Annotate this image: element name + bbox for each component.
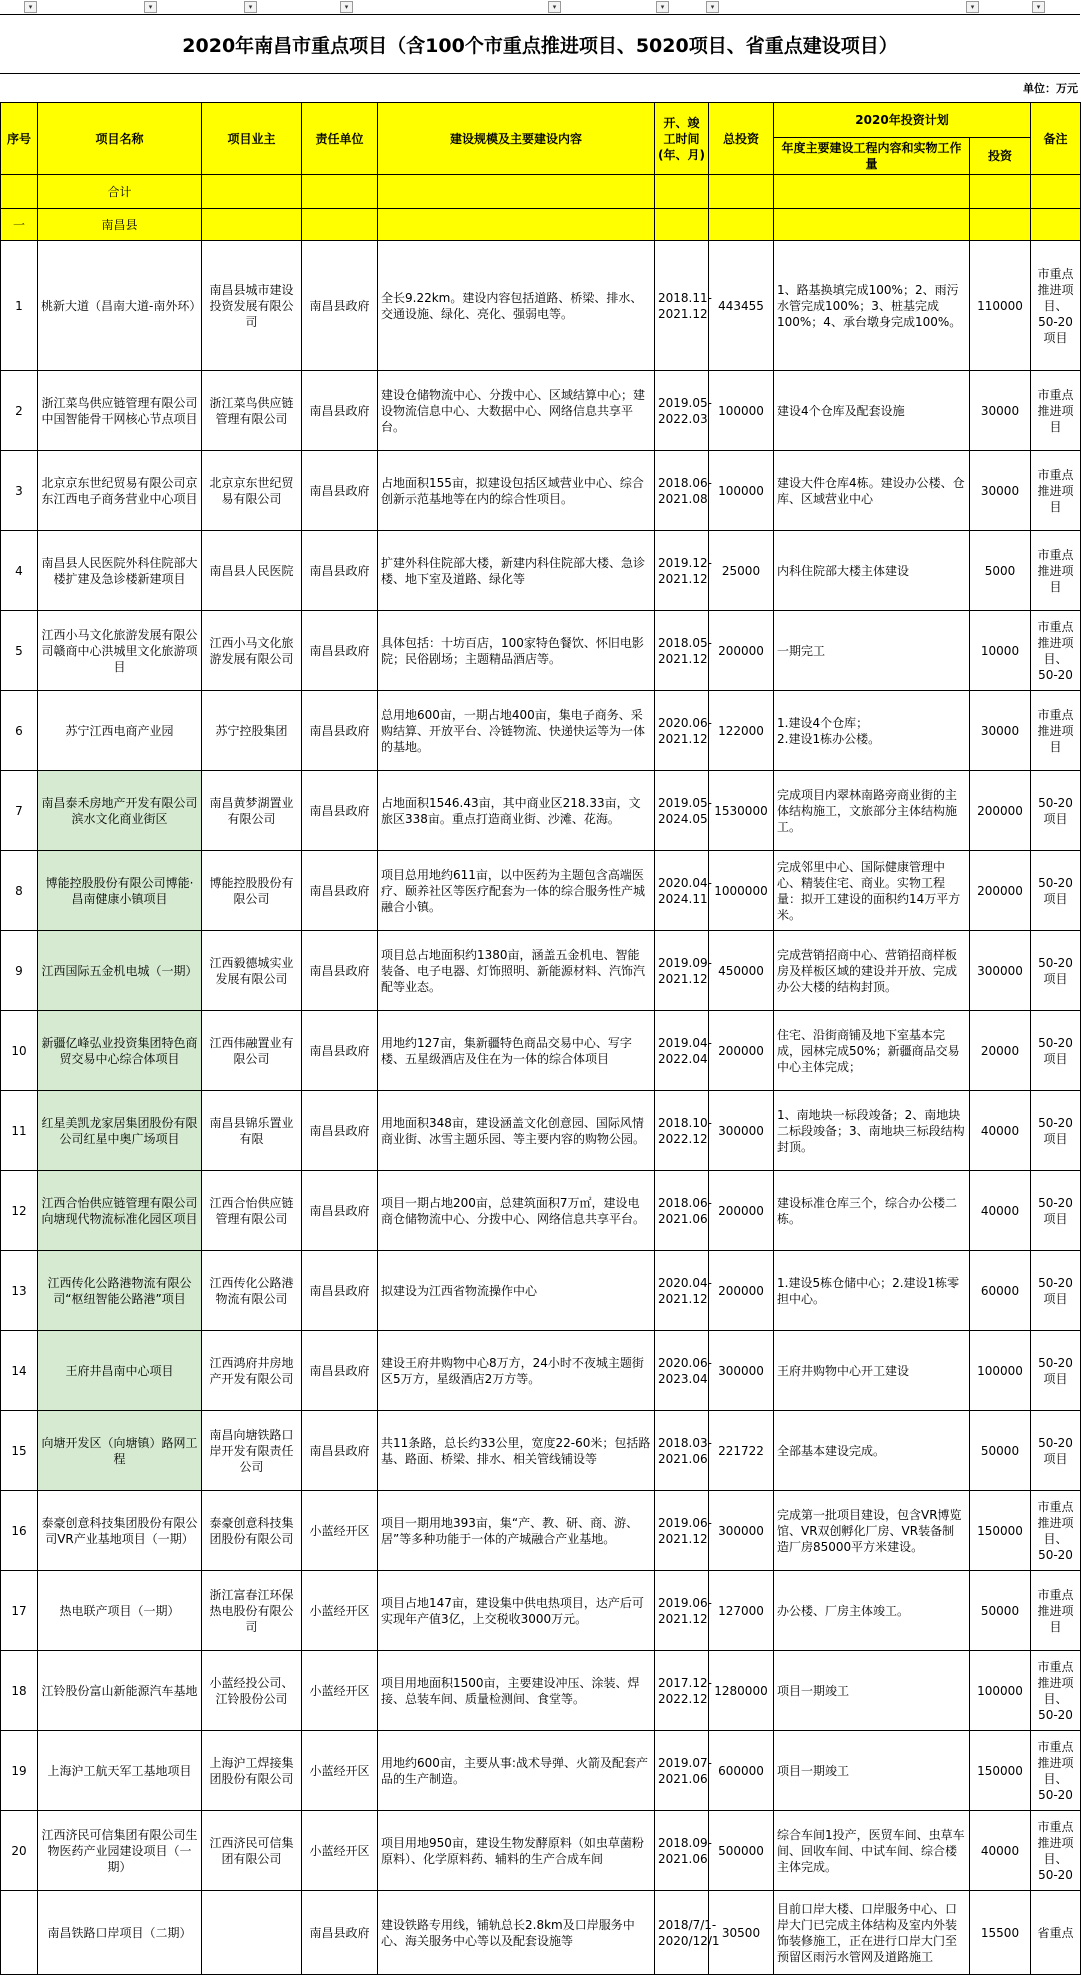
cell-time: 2019.06-2021.12 (655, 1571, 709, 1651)
cell-owner: 上海沪工焊接集团股份有限公司 (202, 1731, 302, 1811)
cell-scope: 具体包括：十坊百店，100家特色餐饮、怀旧电影院；民俗剧场；主题精品酒店等。 (378, 611, 655, 691)
cell-total: 1280000 (709, 1651, 774, 1731)
cell-scope: 用地面积348亩，建设涵盖文化创意园、国际风情商业街、冰雪主题乐园、等主要内容的购物公园。 (378, 1091, 655, 1171)
cell-name: 北京京东世纪贸易有限公司京东江西电子商务营业中心项目 (38, 451, 202, 531)
cell-time: 2019.05-2024.05 (655, 771, 709, 851)
cell-remark: 50-20项目 (1031, 1171, 1081, 1251)
cell-time: 2019.04-2022.04 (655, 1011, 709, 1091)
cell-owner: 泰豪创意科技集团股份有限公司 (202, 1491, 302, 1571)
cell-no: 15 (1, 1411, 38, 1491)
cell-invest: 110000 (970, 241, 1031, 371)
cell-owner: 南昌县城市建设投资发展有限公司 (202, 241, 302, 371)
cell-total: 300000 (709, 1091, 774, 1171)
cell-resp: 南昌县政府 (302, 771, 378, 851)
cell-scope: 项目用地面积1500亩，主要建设冲压、涂装、焊接、总装车间、质量检测间、食堂等。 (378, 1651, 655, 1731)
cell-content: 完成营销招商中心、营销招商样板房及样板区域的建设并开放、完成办公大楼的结构封顶。 (774, 931, 970, 1011)
cell-time: 2020.04-2024.11 (655, 851, 709, 931)
cell-remark: 市重点推进项目 (1031, 371, 1081, 451)
cell-time: 2019.05-2022.03 (655, 371, 709, 451)
cell-name: 红星美凯龙家居集团股份有限公司红星中奥广场项目 (38, 1091, 202, 1171)
cell-scope: 建设王府井购物中心8万方，24小时不夜城主题街区5万方，星级酒店2万方等。 (378, 1331, 655, 1411)
cell-time: 2018/7/1-2020/12/1 (655, 1891, 709, 1975)
cell-remark: 市重点推进项目、50-20项目 (1031, 241, 1081, 371)
table-row (1, 1251, 1081, 1331)
table-row (1, 931, 1081, 1011)
cell-owner: 江西伟融置业有限公司 (202, 1011, 302, 1091)
cell-content: 办公楼、厂房主体竣工。 (774, 1571, 970, 1651)
cell-time: 2019.07-2021.06 (655, 1731, 709, 1811)
cell-owner: 江西合怡供应链管理有限公司 (202, 1171, 302, 1251)
cell-scope: 扩建外科住院部大楼，新建内科住院部大楼、急诊楼、地下室及道路、绿化等 (378, 531, 655, 611)
cell-resp: 小蓝经开区 (302, 1651, 378, 1731)
cell-time: 2018.05-2021.12 (655, 611, 709, 691)
cell-remark: 市重点推进项目、50-20 (1031, 1651, 1081, 1731)
cell-total: 1530000 (709, 771, 774, 851)
cell-no: 3 (1, 451, 38, 531)
cell-resp: 南昌县政府 (302, 241, 378, 371)
cell-remark: 省重点 (1031, 1891, 1081, 1975)
cell-time: 2020.06-2021.12 (655, 691, 709, 771)
cell-scope: 用地约127亩，集新疆特色商品交易中心、写字楼、五星级酒店及住在为一体的综合体项目 (378, 1011, 655, 1091)
cell-owner: 江西鸿府井房地产开发有限公司 (202, 1331, 302, 1411)
cell-content: 全部基本建设完成。 (774, 1411, 970, 1491)
cell-no: 16 (1, 1491, 38, 1571)
cell-invest: 50000 (970, 1571, 1031, 1651)
cell-no: 9 (1, 931, 38, 1011)
header-total: 总投资 (709, 103, 774, 175)
cell-content: 项目一期竣工 (774, 1731, 970, 1811)
cell-remark: 市重点推进项目、50-20 (1031, 1491, 1081, 1571)
cell-resp: 南昌县政府 (302, 851, 378, 931)
cell-no (1, 1891, 38, 1975)
table-row (1, 851, 1081, 931)
total-label: 合计 (38, 175, 202, 209)
cell-total: 1000000 (709, 851, 774, 931)
cell-no: 5 (1, 611, 38, 691)
table-row (1, 1811, 1081, 1891)
cell-name: 南昌铁路口岸项目（二期） (38, 1891, 202, 1975)
cell-owner: 江西小马文化旅游发展有限公司 (202, 611, 302, 691)
table-row (1, 241, 1081, 371)
cell-total: 122000 (709, 691, 774, 771)
cell-invest: 40000 (970, 1811, 1031, 1891)
cell-no: 19 (1, 1731, 38, 1811)
cell-scope: 建设铁路专用线，铺轨总长2.8km及口岸服务中心、海关服务中心等以及配套设施等 (378, 1891, 655, 1975)
cell-owner: 南昌县锦乐置业有限 (202, 1091, 302, 1171)
cell-owner: 浙江富春江环保热电股份有限公司 (202, 1571, 302, 1651)
table-row (1, 1491, 1081, 1571)
cell-no: 1 (1, 241, 38, 371)
cell-name: 南昌泰禾房地产开发有限公司滨水文化商业街区 (38, 771, 202, 851)
cell-total: 100000 (709, 451, 774, 531)
cell-invest: 60000 (970, 1251, 1031, 1331)
cell-content: 建设4个仓库及配套设施 (774, 371, 970, 451)
cell-invest: 30000 (970, 451, 1031, 531)
table-row (1, 1571, 1081, 1651)
projects-table (0, 102, 1081, 1975)
cell-resp: 南昌县政府 (302, 611, 378, 691)
cell-content: 1.建设4个仓库； 2.建设1栋办公楼。 (774, 691, 970, 771)
header-owner: 项目业主 (202, 103, 302, 175)
cell-time: 2019.12-2021.12 (655, 531, 709, 611)
table-row (1, 1731, 1081, 1811)
table-row (1, 1011, 1081, 1091)
cell-remark: 50-20项目 (1031, 1251, 1081, 1331)
cell-content: 住宅、沿街商铺及地下室基本完成，园林完成50%；新疆商品交易中心主体完成； (774, 1011, 970, 1091)
cell-invest: 100000 (970, 1331, 1031, 1411)
cell-time: 2018.09-2021.06 (655, 1811, 709, 1891)
cell-name: 江铃股份富山新能源汽车基地 (38, 1651, 202, 1731)
cell-resp: 南昌县政府 (302, 531, 378, 611)
cell-total: 127000 (709, 1571, 774, 1651)
cell-remark: 市重点推进项目、50-20 (1031, 611, 1081, 691)
cell-name: 桃新大道（昌南大道-南外环） (38, 241, 202, 371)
cell-no: 18 (1, 1651, 38, 1731)
cell-no: 13 (1, 1251, 38, 1331)
table-row (1, 1091, 1081, 1171)
cell-name: 苏宁江西电商产业园 (38, 691, 202, 771)
cell-remark: 50-20项目 (1031, 1011, 1081, 1091)
cell-no: 8 (1, 851, 38, 931)
cell-content: 完成第一批项目建设，包含VR博览馆、VR双创孵化厂房、VR装备制造厂房85000平方米建设。 (774, 1491, 970, 1571)
cell-scope: 占地面积1546.43亩，其中商业区218.33亩，文旅区338亩。重点打造商业街、沙滩、花海。 (378, 771, 655, 851)
cell-scope: 项目用地950亩，建设生物发酵原料（如虫草菌粉原料）、化学原料药、辅料的生产合成车间 (378, 1811, 655, 1891)
cell-remark: 50-20项目 (1031, 851, 1081, 931)
cell-resp: 南昌县政府 (302, 1091, 378, 1171)
cell-name: 江西济民可信集团有限公司生物医药产业园建设项目（一期） (38, 1811, 202, 1891)
cell-resp: 南昌县政府 (302, 1251, 378, 1331)
cell-owner: 南昌县人民医院 (202, 531, 302, 611)
filter-dropdown-icon[interactable]: ▾ (340, 1, 353, 13)
filter-dropdown-icon[interactable]: ▾ (706, 1, 719, 13)
header-name: 项目名称 (38, 103, 202, 175)
cell-owner: 苏宁控股集团 (202, 691, 302, 771)
cell-invest: 300000 (970, 931, 1031, 1011)
cell-time: 2020.04-2021.12 (655, 1251, 709, 1331)
header-remark: 备注 (1031, 103, 1081, 175)
cell-resp: 南昌县政府 (302, 1171, 378, 1251)
filter-dropdown-icon[interactable]: ▾ (656, 1, 669, 13)
cell-resp: 小蓝经开区 (302, 1731, 378, 1811)
header-plan-content: 年度主要建设工程内容和实物工作量 (774, 138, 970, 175)
cell-name: 新疆亿峰弘业投资集团特色商贸交易中心综合体项目 (38, 1011, 202, 1091)
cell-owner: 江西毅德城实业发展有限公司 (202, 931, 302, 1011)
cell-resp: 南昌县政府 (302, 371, 378, 451)
cell-content: 一期完工 (774, 611, 970, 691)
cell-scope: 项目总占地面积约1380亩，涵盖五金机电、智能装备、电子电器、灯饰照明、新能源材料、汽饰汽配等业态。 (378, 931, 655, 1011)
cell-content: 项目一期竣工 (774, 1651, 970, 1731)
cell-scope: 共11条路，总长约33公里，宽度22-60米；包括路基、路面、桥梁、排水、相关管线铺设等 (378, 1411, 655, 1491)
cell-time: 2020.06-2023.04 (655, 1331, 709, 1411)
filter-dropdown-icon[interactable]: ▾ (548, 1, 561, 13)
table-row (1, 1171, 1081, 1251)
cell-remark: 50-20项目 (1031, 1331, 1081, 1411)
cell-name: 王府井昌南中心项目 (38, 1331, 202, 1411)
cell-no: 2 (1, 371, 38, 451)
cell-resp: 南昌县政府 (302, 1891, 378, 1975)
cell-total: 200000 (709, 1011, 774, 1091)
header-resp: 责任单位 (302, 103, 378, 175)
page-title: 2020年南昌市重点项目（含100个市重点推进项目、5020项目、省重点建设项目） (0, 14, 1080, 74)
cell-time: 2018.06-2021.08 (655, 451, 709, 531)
cell-total: 200000 (709, 1251, 774, 1331)
cell-total: 300000 (709, 1331, 774, 1411)
section-no: 一 (1, 209, 38, 241)
header-no: 序号 (1, 103, 38, 175)
cell-scope: 项目一期占地200亩，总建筑面积7万㎡，建设电商仓储物流中心、分拨中心、网络信息共享平台。 (378, 1171, 655, 1251)
table-row (1, 1891, 1081, 1975)
cell-no: 6 (1, 691, 38, 771)
cell-time: 2018.11-2021.12 (655, 241, 709, 371)
filter-dropdown-icon[interactable]: ▾ (1032, 1, 1045, 13)
table-row (1, 371, 1081, 451)
cell-total: 450000 (709, 931, 774, 1011)
cell-no: 10 (1, 1011, 38, 1091)
cell-scope: 建设仓储物流中心、分拨中心、区域结算中心；建设物流信息中心、大数据中心、网络信息共享平台。 (378, 371, 655, 451)
cell-remark: 50-20项目 (1031, 1091, 1081, 1171)
cell-content: 目前口岸大楼、口岸服务中心、口岸大门已完成主体结构及室内外装饰装修施工，正在进行口岸大门至预留区雨污水管网及道路施工 (774, 1891, 970, 1975)
cell-resp: 南昌县政府 (302, 691, 378, 771)
cell-resp: 小蓝经开区 (302, 1811, 378, 1891)
cell-content: 建设标准仓库三个，综合办公楼二栋。 (774, 1171, 970, 1251)
cell-total: 300000 (709, 1491, 774, 1571)
cell-name: 江西小马文化旅游发展有限公司赣商中心洪城里文化旅游项目 (38, 611, 202, 691)
header-plan-invest: 投资 (970, 138, 1031, 175)
cell-time: 2019.09-2021.12 (655, 931, 709, 1011)
cell-scope: 项目一期用地393亩，集“产、教、研、商、游、居”等多种功能于一体的产城融合产业基地。 (378, 1491, 655, 1571)
cell-owner: 小蓝经投公司、江铃股份公司 (202, 1651, 302, 1731)
cell-invest: 150000 (970, 1731, 1031, 1811)
filter-dropdown-icon[interactable]: ▾ (966, 1, 979, 13)
cell-resp: 南昌县政府 (302, 931, 378, 1011)
cell-total: 200000 (709, 611, 774, 691)
cell-time: 2017.12-2022.12 (655, 1651, 709, 1731)
cell-remark: 市重点推进项目 (1031, 451, 1081, 531)
cell-total: 25000 (709, 531, 774, 611)
cell-name: 泰豪创意科技集团股份有限公司VR产业基地项目（一期） (38, 1491, 202, 1571)
header-plan: 2020年投资计划 (774, 103, 1031, 138)
cell-no: 11 (1, 1091, 38, 1171)
cell-remark: 市重点推进项目 (1031, 691, 1081, 771)
cell-owner: 南昌向塘铁路口岸开发有限责任公司 (202, 1411, 302, 1491)
cell-no: 20 (1, 1811, 38, 1891)
cell-time: 2019.06-2021.12 (655, 1491, 709, 1571)
cell-no: 7 (1, 771, 38, 851)
cell-name: 博能控股股份有限公司博能·昌南健康小镇项目 (38, 851, 202, 931)
header-scope: 建设规模及主要建设内容 (378, 103, 655, 175)
cell-resp: 南昌县政府 (302, 1411, 378, 1491)
cell-remark: 50-20项目 (1031, 931, 1081, 1011)
filter-dropdown-icon[interactable]: ▾ (244, 1, 257, 13)
cell-owner: 南昌黄梦湖置业有限公司 (202, 771, 302, 851)
cell-resp: 南昌县政府 (302, 451, 378, 531)
cell-total: 443455 (709, 241, 774, 371)
cell-remark: 市重点推进项目、50-20 (1031, 1731, 1081, 1811)
cell-resp: 南昌县政府 (302, 1331, 378, 1411)
cell-owner: 江西传化公路港物流有限公司 (202, 1251, 302, 1331)
cell-remark: 50-20项目 (1031, 1411, 1081, 1491)
cell-name: 江西传化公路港物流有限公司“枢纽智能公路港”项目 (38, 1251, 202, 1331)
table-row (1, 771, 1081, 851)
filter-bar (0, 0, 1080, 14)
cell-total: 221722 (709, 1411, 774, 1491)
cell-invest: 30000 (970, 371, 1031, 451)
cell-content: 建设大件仓库4栋。建设办公楼、仓库、区域营业中心 (774, 451, 970, 531)
cell-invest: 200000 (970, 771, 1031, 851)
table-row (1, 1651, 1081, 1731)
cell-resp: 南昌县政府 (302, 1011, 378, 1091)
cell-remark: 市重点推进项目 (1031, 1571, 1081, 1651)
cell-remark: 市重点推进项目 (1031, 531, 1081, 611)
cell-name: 热电联产项目（一期） (38, 1571, 202, 1651)
cell-content: 1、南地块一标段竣备；2、南地块二标段竣备；3、南地块三标段结构封顶。 (774, 1091, 970, 1171)
filter-dropdown-icon[interactable]: ▾ (144, 1, 157, 13)
cell-owner (202, 1891, 302, 1975)
cell-invest: 15500 (970, 1891, 1031, 1975)
cell-no: 17 (1, 1571, 38, 1651)
cell-content: 1、路基换填完成100%；2、雨污水管完成100%；3、桩基完成100%；4、承台墩身完成100%。 (774, 241, 970, 371)
table-row (1, 691, 1081, 771)
cell-owner: 北京京东世纪贸易有限公司 (202, 451, 302, 531)
cell-name: 江西合怡供应链管理有限公司向塘现代物流标准化园区项目 (38, 1171, 202, 1251)
cell-owner: 浙江菜鸟供应链管理有限公司 (202, 371, 302, 451)
cell-name: 上海沪工航天军工基地项目 (38, 1731, 202, 1811)
cell-invest: 30000 (970, 691, 1031, 771)
table-row (1, 531, 1081, 611)
cell-scope: 项目总用地约611亩，以中医药为主题包含高端医疗、颐养社区等医疗配套为一体的综合服务性产城融合小镇。 (378, 851, 655, 931)
cell-remark: 50-20项目 (1031, 771, 1081, 851)
cell-content: 内科住院部大楼主体建设 (774, 531, 970, 611)
cell-scope: 用地约600亩，主要从事:战术导弹、火箭及配套产品的生产制造。 (378, 1731, 655, 1811)
cell-name: 浙江菜鸟供应链管理有限公司中国智能骨干网核心节点项目 (38, 371, 202, 451)
cell-invest: 150000 (970, 1491, 1031, 1571)
cell-total: 30500 (709, 1891, 774, 1975)
total-row (1, 175, 1081, 209)
cell-name: 向塘开发区（向塘镇）路网工程 (38, 1411, 202, 1491)
cell-resp: 小蓝经开区 (302, 1491, 378, 1571)
table-row (1, 451, 1081, 531)
cell-scope: 拟建设为江西省物流操作中心 (378, 1251, 655, 1331)
cell-invest: 5000 (970, 531, 1031, 611)
header-time: 开、竣工时间(年、月) (655, 103, 709, 175)
cell-name: 江西国际五金机电城（一期） (38, 931, 202, 1011)
cell-owner: 江西济民可信集团有限公司 (202, 1811, 302, 1891)
cell-invest: 10000 (970, 611, 1031, 691)
cell-total: 600000 (709, 1731, 774, 1811)
cell-scope: 全长9.22km。建设内容包括道路、桥梁、排水、交通设施、绿化、亮化、强弱电等。 (378, 241, 655, 371)
unit-label: 单位：万元 (1023, 82, 1078, 95)
table-row (1, 611, 1081, 691)
cell-content: 完成项目内翠林南路旁商业街的主体结构施工，文旅部分主体结构施工。 (774, 771, 970, 851)
cell-total: 200000 (709, 1171, 774, 1251)
cell-remark: 市重点推进项目、50-20 (1031, 1811, 1081, 1891)
cell-no: 14 (1, 1331, 38, 1411)
cell-name: 南昌县人民医院外科住院部大楼扩建及急诊楼新建项目 (38, 531, 202, 611)
cell-total: 100000 (709, 371, 774, 451)
cell-time: 2018.06-2021.06 (655, 1171, 709, 1251)
cell-content: 综合车间1投产，医贸车间、虫草车间、回收车间、中试车间、综合楼主体完成。 (774, 1811, 970, 1891)
cell-invest: 40000 (970, 1091, 1031, 1171)
cell-scope: 总用地600亩，一期占地400亩，集电子商务、采购结算、开放平台、冷链物流、快递快运等为一体的基地。 (378, 691, 655, 771)
table-row (1, 1411, 1081, 1491)
table-row (1, 1331, 1081, 1411)
cell-no: 4 (1, 531, 38, 611)
cell-invest: 20000 (970, 1011, 1031, 1091)
cell-total: 500000 (709, 1811, 774, 1891)
section-name: 南昌县 (38, 209, 202, 241)
cell-no: 12 (1, 1171, 38, 1251)
filter-dropdown-icon[interactable]: ▾ (24, 1, 37, 13)
cell-invest: 200000 (970, 851, 1031, 931)
cell-scope: 占地面积155亩，拟建设包括区域营业中心、综合创新示范基地等在内的综合性项目。 (378, 451, 655, 531)
cell-invest: 40000 (970, 1171, 1031, 1251)
cell-time: 2018.10-2022.12 (655, 1091, 709, 1171)
cell-time: 2018.03-2021.06 (655, 1411, 709, 1491)
cell-invest: 100000 (970, 1651, 1031, 1731)
cell-invest: 50000 (970, 1411, 1031, 1491)
cell-content: 完成邻里中心、国际健康管理中心、精装住宅、商业。实物工程量：拟开工建设的面积约14万平方米。 (774, 851, 970, 931)
cell-owner: 博能控股股份有限公司 (202, 851, 302, 931)
cell-scope: 项目占地147亩，建设集中供电热项目，达产后可实现年产值3亿，上交税收3000万元。 (378, 1571, 655, 1651)
cell-content: 王府井购物中心开工建设 (774, 1331, 970, 1411)
cell-content: 1.建设5栋仓储中心；2.建设1栋零担中心。 (774, 1251, 970, 1331)
cell-resp: 小蓝经开区 (302, 1571, 378, 1651)
section-row (1, 209, 1081, 241)
